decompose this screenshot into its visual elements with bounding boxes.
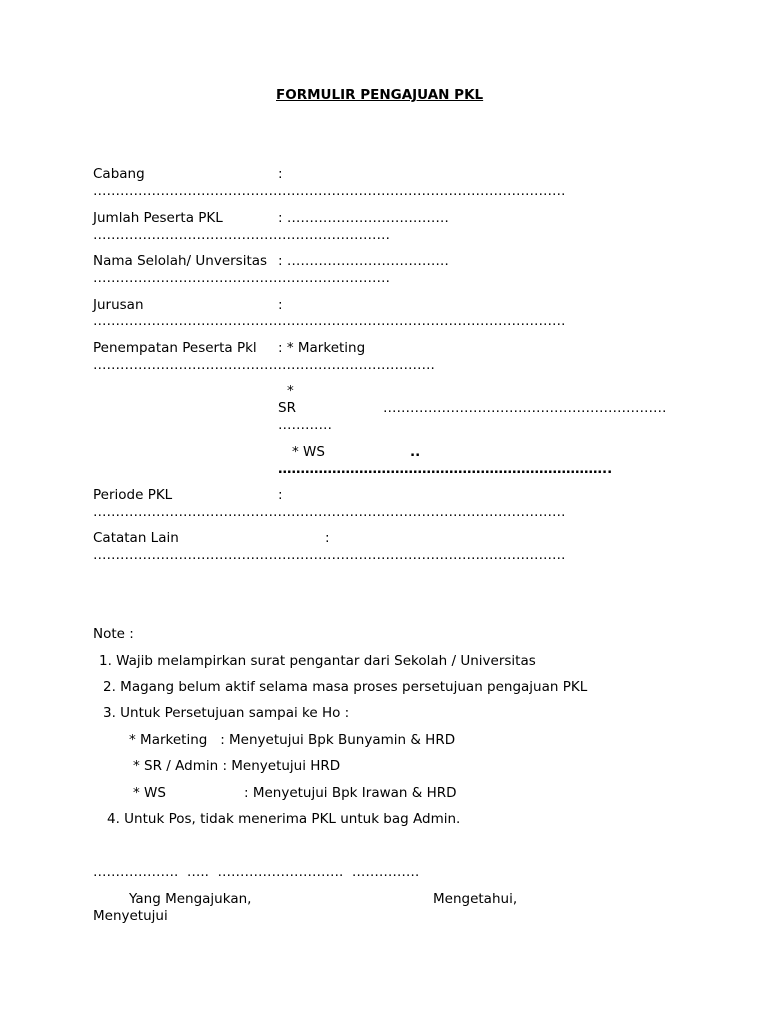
- field-label-cabang: Cabang: [93, 166, 145, 182]
- note-item-1: 1. Wajib melampirkan surat pengantar dari Sekolah / Universitas: [99, 653, 536, 669]
- field-dots-periode: ……………………………………………………………………………………………: [93, 504, 566, 520]
- field-dots-cabang: ……………………………………………………………………………………………: [93, 183, 566, 199]
- signature-dots-line: ………………. ….. ………………………. ……………: [93, 864, 420, 880]
- note-approval-marketing: * Marketing : Menyetujui Bpk Bunyamin & HRD: [129, 732, 456, 748]
- field-label-catatan: Catatan Lain: [93, 530, 179, 546]
- field-colon-jurusan: :: [278, 297, 283, 313]
- ws-label: * WS: [292, 444, 325, 460]
- field-dots-nama-sekolah: …………………………………………………………: [93, 270, 390, 286]
- signature-menyetujui: Menyetujui: [93, 908, 168, 924]
- field-dots-jurusan: ……………………………………………………………………………………………: [93, 313, 566, 329]
- field-label-nama-sekolah: Nama Selolah/ Unversitas: [93, 253, 268, 269]
- signature-yang-mengajukan: Yang Mengajukan,: [129, 891, 252, 907]
- sr-dots-continued: …………: [278, 417, 332, 433]
- sr-label: SR: [278, 400, 296, 416]
- note-heading: Note :: [93, 626, 134, 642]
- field-dots-jumlah-peserta: …………………………………………………………: [93, 227, 390, 243]
- field-value-jumlah-peserta: : ………………………………: [278, 210, 449, 226]
- field-colon-cabang: :: [278, 166, 283, 182]
- field-label-periode: Periode PKL: [93, 487, 173, 503]
- sr-star: *: [287, 383, 294, 399]
- ws-dots: ………………………………………………………………..: [278, 461, 613, 477]
- ws-mark: ..: [410, 444, 421, 460]
- field-label-penempatan: Penempatan Peserta Pkl: [93, 340, 257, 356]
- sr-dots: ………………………………………………………: [383, 400, 667, 416]
- signature-mengetahui: Mengetahui,: [433, 891, 518, 907]
- field-value-penempatan: : * Marketing: [278, 340, 366, 356]
- field-colon-periode: :: [278, 487, 283, 503]
- note-approval-ws-label: * WS: [133, 785, 166, 801]
- form-title: FORMULIR PENGAJUAN PKL: [276, 87, 484, 103]
- field-colon-catatan: :: [325, 530, 330, 546]
- note-item-4: 4. Untuk Pos, tidak menerima PKL untuk bag Admin.: [107, 811, 461, 827]
- note-approval-sr-admin: * SR / Admin : Menyetujui HRD: [133, 758, 341, 774]
- field-dots-catatan: ……………………………………………………………………………………………: [93, 547, 566, 563]
- note-approval-ws-value: : Menyetujui Bpk Irawan & HRD: [244, 785, 457, 801]
- note-item-3: 3. Untuk Persetujuan sampai ke Ho :: [103, 705, 350, 721]
- field-value-nama-sekolah: : ………………………………: [278, 253, 449, 269]
- note-item-2: 2. Magang belum aktif selama masa proses persetujuan pengajuan PKL: [103, 679, 588, 695]
- field-dots-penempatan: ………………………………………………………………….: [93, 357, 435, 373]
- field-label-jurusan: Jurusan: [93, 297, 144, 313]
- field-label-jumlah-peserta: Jumlah Peserta PKL: [93, 210, 223, 226]
